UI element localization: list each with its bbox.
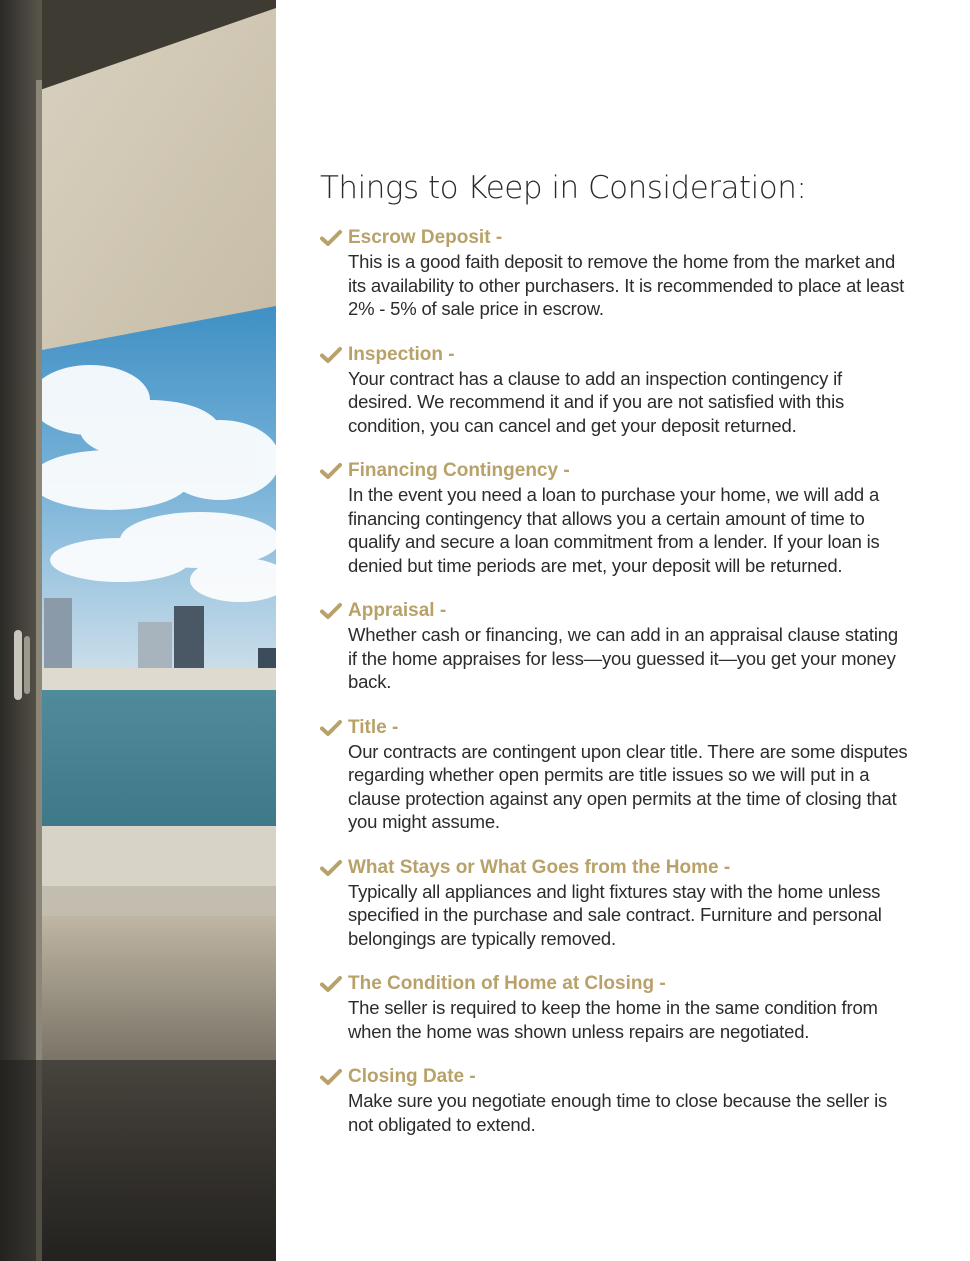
list-item-appraisal bbox=[320, 599, 910, 694]
page-title: Things to Keep in Consideration: bbox=[320, 170, 807, 206]
item-title: Appraisal - bbox=[348, 600, 447, 621]
item-title: Closing Date - bbox=[348, 1066, 476, 1087]
item-body: Whether cash or financing, we can add in an appraisal clause stating if the home appraises for less—you guessed it—you get your money back. bbox=[348, 624, 898, 692]
list-item-inspection bbox=[320, 343, 910, 438]
checkmark-icon bbox=[320, 602, 342, 620]
list-item-what-stays bbox=[320, 856, 910, 951]
item-title: Financing Contingency - bbox=[348, 460, 570, 481]
checkmark-icon bbox=[320, 719, 342, 737]
list-item-escrow-deposit bbox=[320, 226, 910, 321]
checkmark-icon bbox=[320, 462, 342, 480]
item-body: Our contracts are contingent upon clear title. There are some disputes regarding whether open permits are title issues so we will put in a clause protection against any open permits at the time of closing that you might assume. bbox=[348, 740, 908, 832]
list-item-condition-at-closing bbox=[320, 972, 910, 1043]
item-body: This is a good faith deposit to remove the home from the market and its availability to other purchasers. It is recommended to place at least 2% - 5% of sale price in escrow. bbox=[348, 251, 905, 319]
item-body: Make sure you negotiate enough time to close because the seller is not obligated to extend. bbox=[348, 1090, 888, 1135]
checkmark-icon bbox=[320, 229, 342, 247]
checkmark-icon bbox=[320, 975, 342, 993]
list-item-title bbox=[320, 716, 910, 834]
list-item-closing-date bbox=[320, 1065, 910, 1136]
item-body: Typically all appliances and light fixtures stay with the home unless specified in the purchase and sale contract. Furniture and personal belongings are typically removed. bbox=[348, 880, 882, 949]
item-title: Title - bbox=[348, 716, 399, 738]
item-title: Inspection - bbox=[348, 343, 455, 365]
checkmark-icon bbox=[320, 859, 342, 877]
item-title: What Stays or What Goes from the Home - bbox=[348, 856, 731, 878]
item-body: The seller is required to keep the home in the same condition from when the home was shown unless repairs are negotiated. bbox=[348, 997, 878, 1042]
checkmark-icon bbox=[320, 1068, 342, 1086]
item-title: Escrow Deposit - bbox=[348, 227, 503, 248]
list-item-financing-contingency bbox=[320, 459, 910, 577]
balcony-ocean-view-photo bbox=[0, 0, 276, 1261]
consideration-section bbox=[320, 168, 910, 1158]
item-body: In the event you need a loan to purchase your home, we will add a financing contingency that allows you a certain amount of time to qualify and secure a loan commitment from a lender. If your loan is denied but time periods are met, your deposit will be returned. bbox=[348, 484, 880, 576]
item-body: Your contract has a clause to add an inspection contingency if desired. We recommend it and if you are not satisfied with this condition, you can cancel and get your deposit returned. bbox=[348, 367, 845, 436]
item-title: The Condition of Home at Closing - bbox=[348, 973, 666, 994]
checkmark-icon bbox=[320, 346, 342, 364]
